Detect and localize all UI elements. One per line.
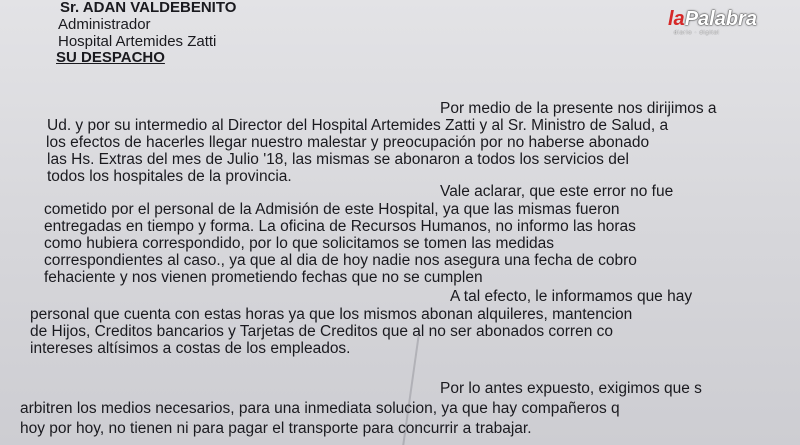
- body-line: Por lo antes expuesto, exigimos que s: [440, 380, 702, 397]
- recipient-title: Administrador: [58, 16, 151, 33]
- body-line: de Hijos, Creditos bancarios y Tarjetas de Creditos que al no ser abonados corren co: [30, 323, 614, 340]
- body-line: arbitren los medios necesarios, para una inmediata solucion, ya que hay compañeros q: [20, 400, 620, 417]
- body-line: como hubiera correspondido, por lo que solicitamos se tomen las medidas: [44, 235, 555, 252]
- body-line: los efectos de hacerles llegar nuestro malestar y preocupación por no haberse abonado: [46, 134, 650, 151]
- body-line: Vale aclarar, que este error no fue: [440, 183, 674, 200]
- body-line: cometido por el personal de la Admisión de este Hospital, ya que las mismas fueron: [44, 201, 620, 218]
- la-palabra-logo: [668, 8, 768, 36]
- body-line: entregadas en tiempo y forma. La oficina de Recursos Humanos, no informo las horas: [44, 218, 636, 235]
- body-line: A tal efecto, le informamos que hay: [450, 288, 693, 305]
- body-line: fehaciente y nos vienen prometiendo fechas que no se cumplen: [44, 269, 483, 286]
- logo-tagline: diario · digital: [674, 30, 720, 36]
- body-line: todos los hospitales de la provincia.: [47, 168, 292, 185]
- body-line: hoy por hoy, no tienen ni para pagar el transporte para concurrir a trabajar.: [20, 420, 532, 437]
- recipient-name: Sr. ADAN VALDEBENITO: [60, 0, 237, 16]
- recipient-hospital: Hospital Artemides Zatti: [58, 33, 217, 50]
- logo-palabra: Palabra: [684, 8, 757, 30]
- body-line: correspondientes al caso., ya que al dia de hoy nadie nos asegura una fecha de cobro: [44, 252, 637, 269]
- logo-la: la: [668, 8, 685, 30]
- recipient-office: SU DESPACHO: [56, 49, 165, 66]
- body-line: intereses altísimos a costas de los empleados.: [30, 340, 351, 357]
- body-line: Por medio de la presente nos dirijimos a: [440, 100, 717, 117]
- body-line: las Hs. Extras del mes de Julio '18, las mismas se abonaron a todos los servicios del: [47, 151, 629, 168]
- body-line: personal que cuenta con estas horas ya que los mismos abonan alquileres, mantencion: [30, 306, 633, 323]
- body-line: Ud. y por su intermedio al Director del Hospital Artemides Zatti y al Sr. Ministro de Salud, a: [47, 117, 669, 134]
